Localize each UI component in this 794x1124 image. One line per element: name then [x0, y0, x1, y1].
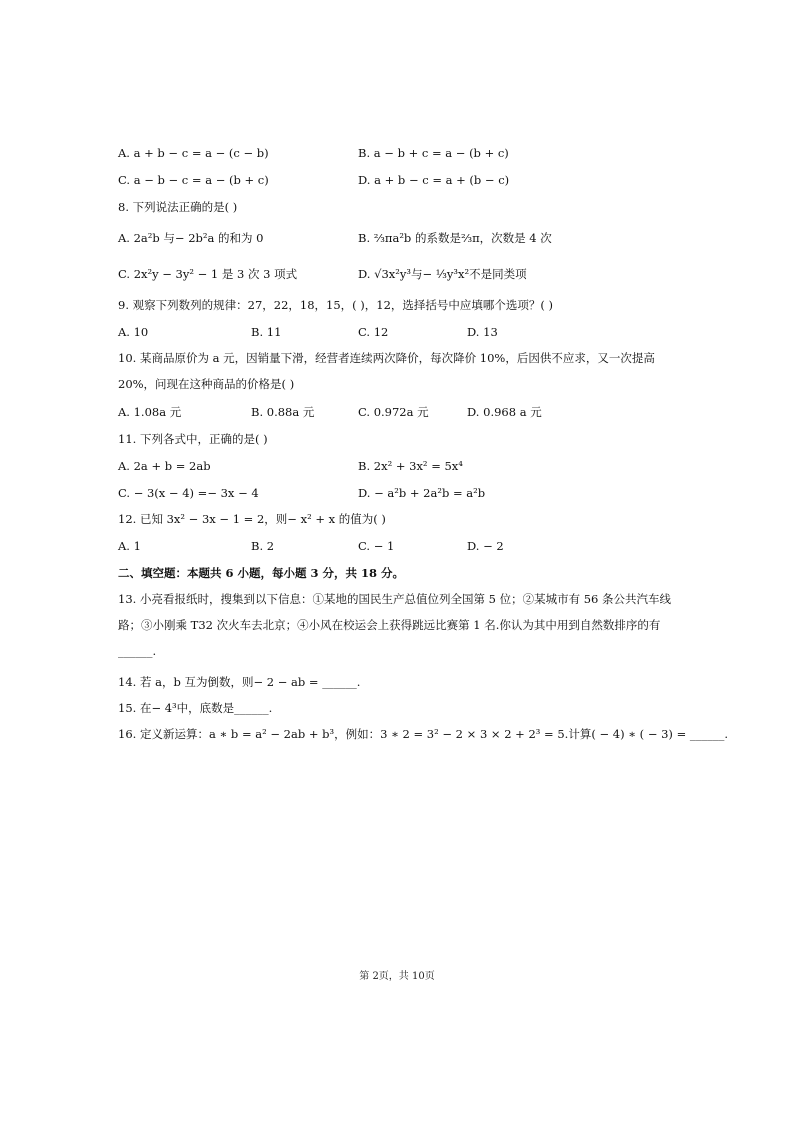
q15-stem: 15. 在− 4³中，底数是______. — [118, 701, 273, 715]
q7-option-a: A. a + b − c = a − (c − b) — [118, 146, 269, 160]
q12-option-c: C. − 1 — [358, 539, 395, 553]
q9-option-a: A. 10 — [118, 325, 149, 339]
q11-option-b: B. 2x² + 3x² = 5x⁴ — [358, 459, 463, 473]
q11-option-c: C. − 3(x − 4) =− 3x − 4 — [118, 486, 259, 500]
q10-option-b: B. 0.88a 元 — [251, 405, 315, 419]
q8-option-a: A. 2a²b 与− 2b²a 的和为 0 — [118, 231, 264, 245]
q11-option-a: A. 2a + b = 2ab — [118, 459, 211, 473]
q7-option-d: D. a + b − c = a + (b − c) — [358, 173, 510, 187]
q14-stem: 14. 若 a，b 互为倒数，则− 2 − ab = ______. — [118, 675, 361, 689]
q9-stem: 9. 观察下列数列的规律：27，22，18，15，( )，12，选择括号中应填哪个选项？( ) — [118, 298, 554, 312]
q10-option-d: D. 0.968 a 元 — [467, 405, 542, 419]
page-number-footer: 第 2页，共 10页 — [359, 971, 435, 982]
q9-option-c: C. 12 — [358, 325, 389, 339]
q9-option-b: B. 11 — [251, 325, 282, 339]
q10-option-c: C. 0.972a 元 — [358, 405, 429, 419]
q12-option-a: A. 1 — [118, 539, 141, 553]
q8-option-d: D. √3x²y³与− ⅓y³x²不是同类项 — [358, 267, 527, 281]
q11-option-d: D. − a²b + 2a²b = a²b — [358, 486, 486, 500]
q13-stem: 13. 小亮看报纸时，搜集到以下信息：①某地的国民生产总值位列全国第 5 位；②某城市有 56 条公共汽车线路；③小刚乘 T32 次火车去北京；④小风在校运会上获得跳远比赛第 1 名.你认为其中用到自然数排序的有______. — [118, 592, 672, 658]
q8-stem: 8. 下列说法正确的是( ) — [118, 200, 238, 214]
q12-option-d: D. − 2 — [467, 539, 504, 553]
q12-option-b: B. 2 — [251, 539, 275, 553]
q8-option-c: C. 2x²y − 3y² − 1 是 3 次 3 项式 — [118, 267, 298, 281]
q10-option-a: A. 1.08a 元 — [118, 405, 182, 419]
q9-option-d: D. 13 — [467, 325, 498, 339]
q7-option-c: C. a − b − c = a − (b + c) — [118, 173, 269, 187]
q16-stem: 16. 定义新运算：a ∗ b = a² − 2ab + b³，例如：3 ∗ 2 = 3² − 2 × 3 × 2 + 2³ = 5.计算( − 4) ∗ ( − 3) = ______. — [118, 727, 729, 741]
q11-stem: 11. 下列各式中，正确的是( ) — [118, 432, 268, 446]
q12-stem: 12. 已知 3x² − 3x − 1 = 2，则− x² + x 的值为( ) — [118, 512, 386, 526]
q7-option-b: B. a − b + c = a − (b + c) — [358, 146, 509, 160]
q10-stem: 10. 某商品原价为 a 元，因销量下滑，经营者连续两次降价，每次降价 10%，后因供不应求，又一次提高 20%，问现在这种商品的价格是( ) — [118, 351, 655, 391]
q8-option-b: B. ⅔πa²b 的系数是⅔π，次数是 4 次 — [358, 231, 552, 245]
section-2-heading: 二、填空题：本题共 6 小题，每小题 3 分，共 18 分。 — [118, 566, 405, 580]
